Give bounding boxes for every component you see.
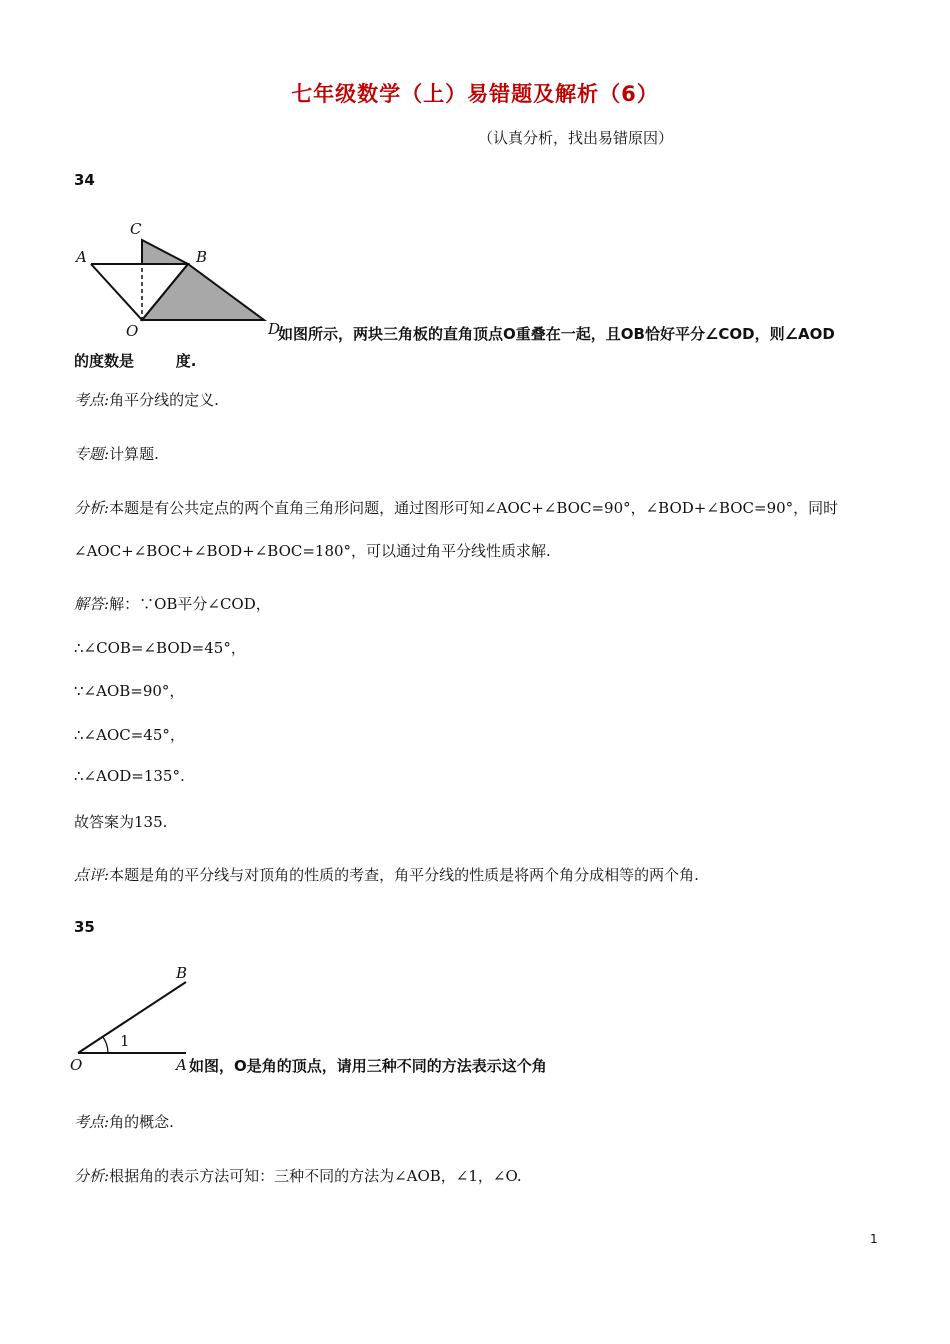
question-34-number: 34 — [74, 171, 95, 189]
kaodian-35 — [74, 1111, 174, 1132]
dianping-34 — [74, 864, 699, 885]
fenxi-text: 根据角的表示方法可知：三种不同的方法为∠AOB，∠1，∠O. — [109, 1167, 522, 1185]
step-4: ∴∠AOD=135°. — [74, 767, 185, 785]
zhuanti-text: 计算题. — [109, 445, 159, 463]
kaodian-label: 考点: — [74, 1113, 110, 1131]
step-3: ∴∠AOC=45°， — [74, 726, 185, 744]
fenxi-35 — [74, 1165, 522, 1186]
answer-34: 故答案为135. — [74, 813, 168, 831]
jieda-34 — [74, 593, 271, 614]
question-34-text-line2: 的度数是 度. — [74, 352, 197, 370]
zhuanti-34 — [74, 443, 159, 464]
triangle-cob-shade — [142, 240, 188, 264]
fenxi-label: 分析: — [74, 499, 110, 517]
question-34-figure — [64, 212, 284, 344]
label-O: O — [126, 322, 139, 340]
fenxi-text-1: 本题是有公共定点的两个直角三角形问题，通过图形可知∠AOC+∠BOC=90°，∠BOD+∠BOC=90°，同时 — [109, 499, 839, 517]
question-34-text-line1: 如图所示，两块三角板的直角顶点O重叠在一起，且OB恰好平分∠COD，则∠AOD — [278, 325, 835, 343]
step-2: ∵∠AOB=90°， — [74, 682, 185, 700]
step-1: ∴∠COB=∠BOD=45°， — [74, 639, 246, 657]
fenxi-label: 分析: — [74, 1167, 110, 1185]
zhuanti-label: 专题: — [74, 445, 110, 463]
kaodian-label: 考点: — [74, 391, 110, 409]
fenxi-34-line2: ∠AOC+∠BOC+∠BOD+∠BOC=180°，可以通过角平分线性质求解. — [74, 542, 551, 560]
question-35-number: 35 — [74, 918, 95, 936]
label-B: B — [176, 964, 188, 982]
triangle-obd-shade — [142, 264, 264, 320]
page-number: 1 — [870, 1232, 878, 1246]
jieda-text: 解：∵OB平分∠COD， — [109, 595, 271, 613]
question-35-text: 如图，O是角的顶点，请用三种不同的方法表示这个角 — [189, 1057, 547, 1075]
kaodian-34 — [74, 389, 219, 410]
label-1: 1 — [120, 1032, 130, 1050]
label-A: A — [176, 1056, 187, 1074]
label-D: D — [268, 320, 281, 338]
jieda-label: 解答: — [74, 595, 110, 613]
label-B: B — [196, 248, 208, 266]
page-title: 七年级数学（上）易错题及解析（6） — [291, 82, 659, 106]
ray-ob — [78, 982, 186, 1053]
page-subtitle: （认真分析，找出易错原因） — [478, 129, 674, 147]
angle-arc — [103, 1037, 108, 1053]
label-C: C — [130, 220, 142, 238]
question-35-figure — [64, 958, 200, 1078]
dianping-text: 本题是角的平分线与对顶角的性质的考查，角平分线的性质是将两个角分成相等的两个角. — [109, 866, 699, 884]
label-O: O — [70, 1056, 83, 1074]
dianping-label: 点评: — [74, 866, 110, 884]
kaodian-text: 角平分线的定义. — [109, 391, 219, 409]
kaodian-text: 角的概念. — [109, 1113, 174, 1131]
label-A: A — [76, 248, 87, 266]
fenxi-34-line1 — [74, 497, 838, 518]
